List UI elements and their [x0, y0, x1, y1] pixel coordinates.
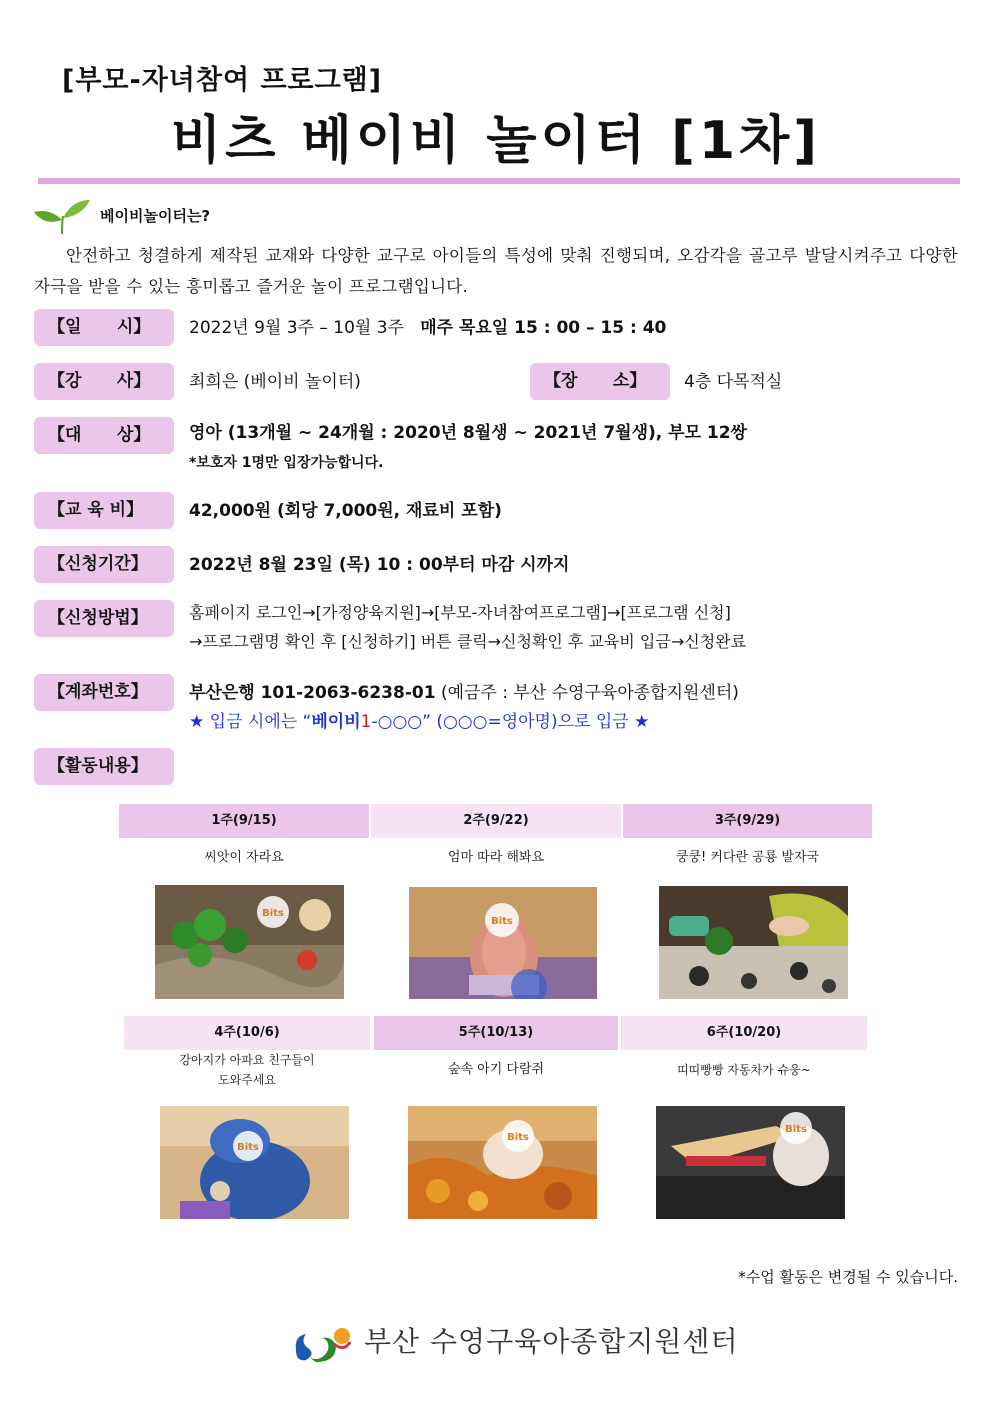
period-label: 【신청기간】 — [34, 546, 174, 583]
date-range: 2022년 9월 3주 – 10월 3주 — [189, 318, 404, 338]
method-line-1: 홈페이지 로그인→[가정양육지원]→[부모-자녀참여프로그램]→[프로그램 신청] — [189, 603, 731, 622]
bits-badge: Bits — [237, 1142, 259, 1153]
sprout-icon — [32, 196, 92, 236]
target-value: 영아 (13개월 ~ 24개월 : 2020년 8월생 ~ 2021년 7월생), 부모 12쌍 — [189, 423, 747, 443]
week-6-title: 띠띠빵빵 자동차가 슈웅~ — [677, 1063, 811, 1077]
week-4-title: 강아지가 아파요 친구들이 도와주세요 — [179, 1053, 315, 1087]
title-divider — [38, 178, 960, 184]
teacher-label: 【강 사】 — [34, 363, 174, 400]
account-value — [189, 680, 739, 706]
intro-text: 안전하고 청결하게 제작된 교재와 다양한 교구로 아이들의 특성에 맞춰 진행되며, 오감각을 골고루 발달시켜주고 다양한 자극을 받을 수 있는 흥미롭고 즐거운 놀이 프로그램입니다. — [34, 246, 958, 296]
center-name: 부산 수영구육아종합지원센터 — [364, 1325, 739, 1358]
fee-label: 【교 육 비】 — [34, 492, 174, 529]
period-value: 2022년 8월 23일 (목) 10 : 00부터 마감 시까지 — [189, 555, 570, 575]
method-label: 【신청방법】 — [34, 600, 174, 637]
intro-heading: 베이비놀이터는? — [100, 207, 211, 225]
week-3-header: 3주(9/29) — [623, 804, 872, 838]
date-value — [189, 315, 666, 341]
account-label: 【계좌번호】 — [34, 674, 174, 711]
week-2-photo — [409, 887, 597, 999]
method-line-2: →프로그램명 확인 후 [신청하기] 버튼 클릭→신청확인 후 교육비 입금→신청완료 — [189, 632, 747, 651]
place-value: 4층 다목적실 — [684, 372, 783, 392]
bits-badge: Bits — [785, 1124, 807, 1135]
week-1-photo — [155, 885, 344, 999]
week-2-header: 2주(9/22) — [371, 804, 621, 838]
week-4-photo — [160, 1106, 349, 1219]
date-time: 매주 목요일 15 : 00 – 15 : 40 — [420, 318, 667, 338]
date-label: 【일 시】 — [34, 309, 174, 346]
teacher-value: 최희은 (베이비 놀이터) — [189, 372, 361, 392]
change-note: *수업 활동은 변경될 수 있습니다. — [738, 1268, 958, 1286]
bits-badge: Bits — [262, 908, 284, 919]
program-category: [부모-자녀참여 프로그램] — [62, 65, 383, 96]
week-6-photo — [656, 1106, 845, 1219]
bits-badge: Bits — [491, 916, 513, 927]
deposit-name-red: 1 — [360, 712, 372, 732]
activity-label: 【활동내용】 — [34, 748, 174, 785]
deposit-name-rest: -○○○” (○○○=영아명)으로 입금 ★ — [371, 712, 650, 732]
page-title: 비츠 베이비 놀이터 [1차] — [170, 111, 822, 171]
week-3-title: 쿵쿵! 커다란 공룡 발자국 — [675, 850, 820, 865]
account-number: 부산은행 101-2063-6238-01 — [189, 683, 436, 703]
week-1-header: 1주(9/15) — [119, 804, 369, 838]
week-5-title: 숲속 아기 다람쥐 — [447, 1062, 545, 1077]
place-label: 【장 소】 — [530, 363, 670, 400]
deposit-instruction — [189, 709, 649, 735]
target-note: *보호자 1명만 입장가능합니다. — [189, 455, 384, 471]
target-label: 【대 상】 — [34, 417, 174, 454]
fee-value: 42,000원 (회당 7,000원, 재료비 포함) — [189, 501, 502, 521]
account-holder: (예금주 : 부산 수영구육아종합지원센터) — [440, 683, 739, 703]
week-5-photo — [408, 1106, 597, 1219]
week-5-header: 5주(10/13) — [374, 1016, 618, 1050]
bits-badge: Bits — [507, 1132, 529, 1143]
week-3-photo — [659, 886, 848, 999]
week-1-title: 씨앗이 자라요 — [204, 850, 284, 865]
week-2-title: 엄마 따라 해봐요 — [447, 850, 545, 865]
deposit-star-left: ★ 입금 시에는 “ — [189, 712, 312, 732]
week-6-header: 6주(10/20) — [621, 1016, 867, 1050]
center-logo-icon — [292, 1318, 354, 1364]
deposit-name-blue: 베이비 — [311, 712, 361, 732]
week-4-header: 4주(10/6) — [124, 1016, 370, 1050]
